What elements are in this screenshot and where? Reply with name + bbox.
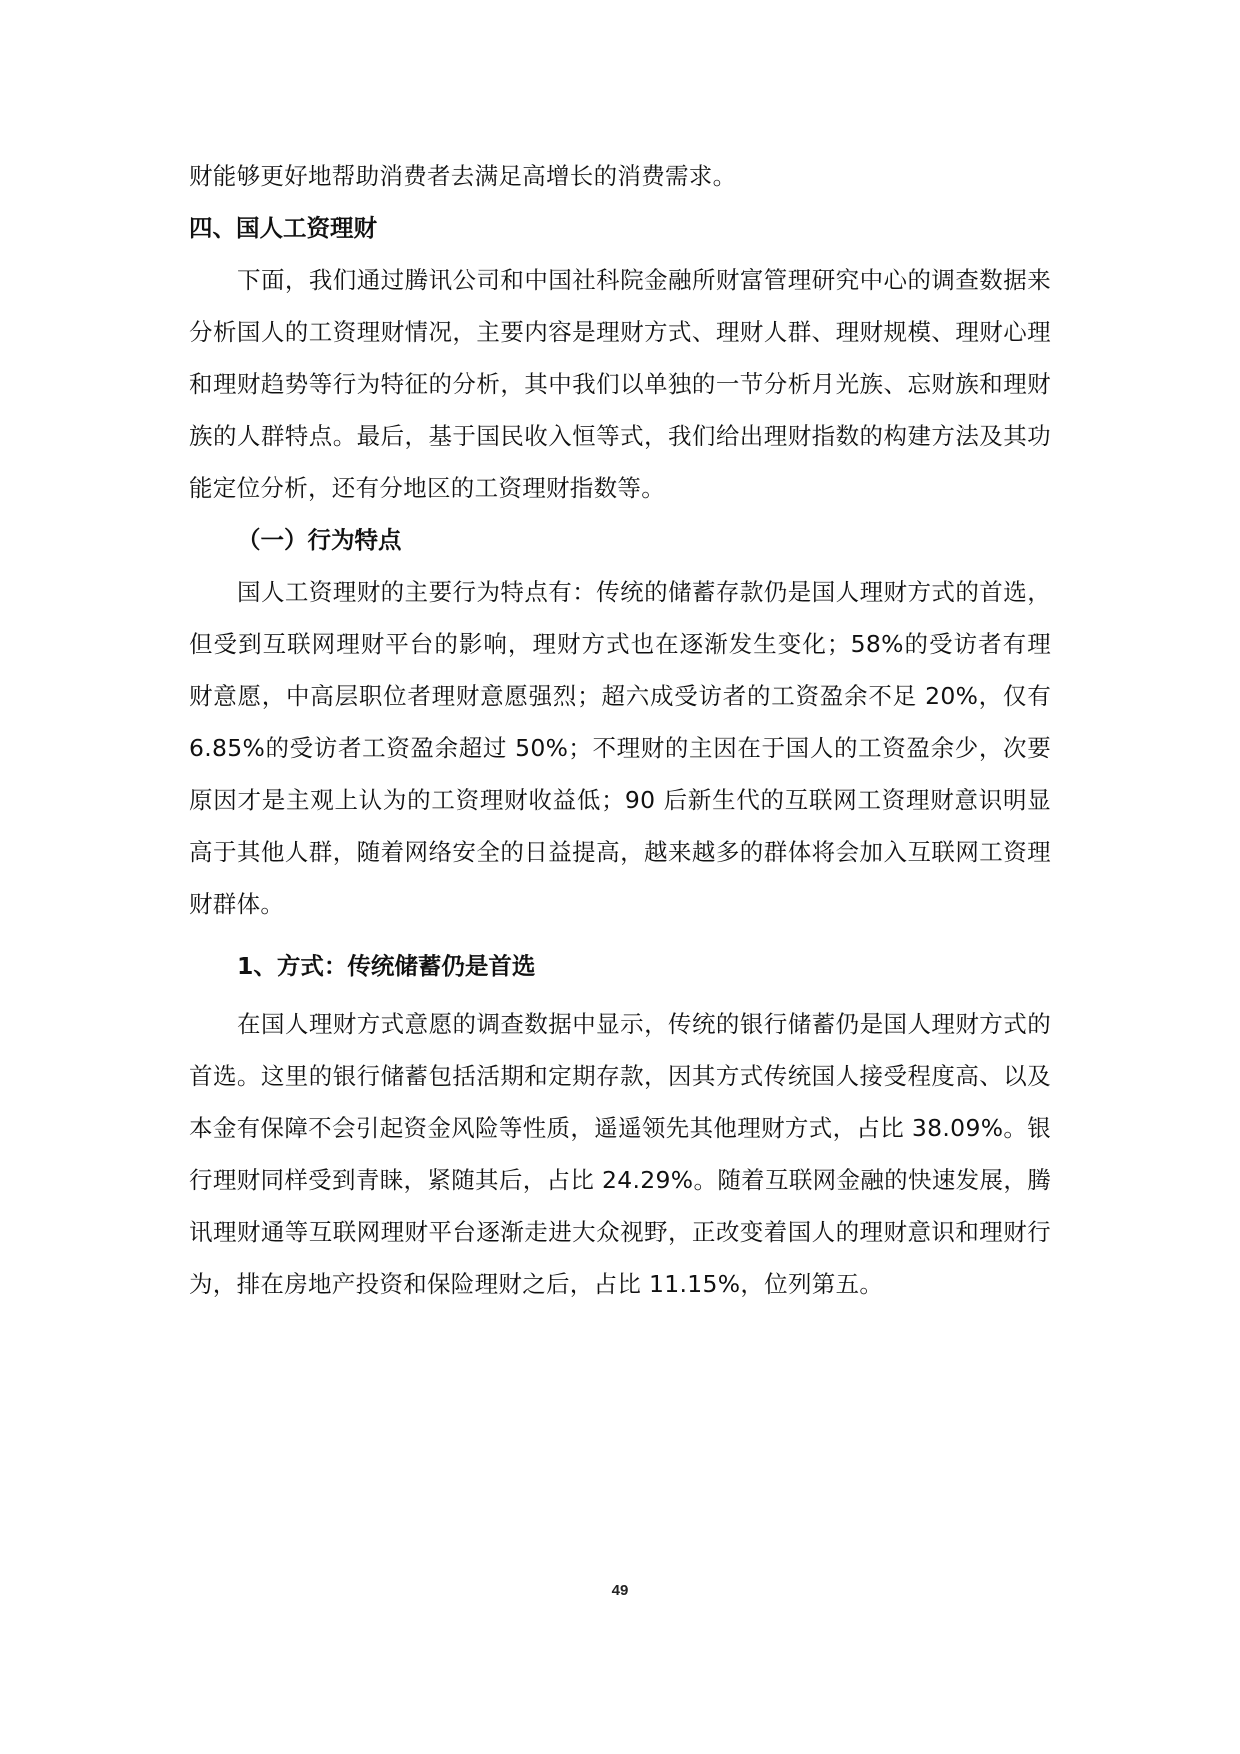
- page-content: [189, 150, 1051, 1310]
- item-title: 1、方式：传统储蓄仍是首选: [237, 952, 536, 980]
- intro-paragraph: 下面，我们通过腾讯公司和中国社科院金融所财富管理研究中心的调查数据来分析国人的工资理财情况，主要内容是理财方式、理财人群、理财规模、理财心理和理财趋势等行为特征的分析，其中我们以单独的一节分析月光族、忘财族和理财族的人群特点。最后，基于国民收入恒等式，我们给出理财指数的构建方法及其功能定位分析，还有分地区的工资理财指数等。: [189, 266, 1051, 502]
- page-number: 49: [611, 1582, 629, 1599]
- section-title: 四、国人工资理财: [189, 214, 377, 242]
- continuation-paragraph: 财能够更好地帮助消费者去满足高增长的消费需求。: [189, 162, 737, 190]
- subsection-title: （一）行为特点: [237, 526, 402, 554]
- behavior-paragraph: 国人工资理财的主要行为特点有：传统的储蓄存款仍是国人理财方式的首选，但受到互联网理财平台的影响，理财方式也在逐渐发生变化；58%的受访者有理财意愿，中高层职位者理财意愿强烈；超六成受访者的工资盈余不足 20%，仅有 6.85%的受访者工资盈余超过 50%；不理财的主因在于国人的工资盈余少，次要原因才是主观上认为的工资理财收益低；90 后新生代的互联网工资理财意识明显高于其他人群，随着网络安全的日益提高，越来越多的群体将会加入互联网工资理财群体。: [189, 578, 1051, 918]
- method-paragraph: 在国人理财方式意愿的调查数据中显示，传统的银行储蓄仍是国人理财方式的首选。这里的银行储蓄包括活期和定期存款，因其方式传统国人接受程度高、以及本金有保障不会引起资金风险等性质，遥遥领先其他理财方式，占比 38.09%。银行理财同样受到青睐，紧随其后，占比 24.29%。随着互联网金融的快速发展，腾讯理财通等互联网理财平台逐渐走进大众视野，正改变着国人的理财意识和理财行为，排在房地产投资和保险理财之后，占比 11.15%，位列第五。: [189, 1010, 1051, 1298]
